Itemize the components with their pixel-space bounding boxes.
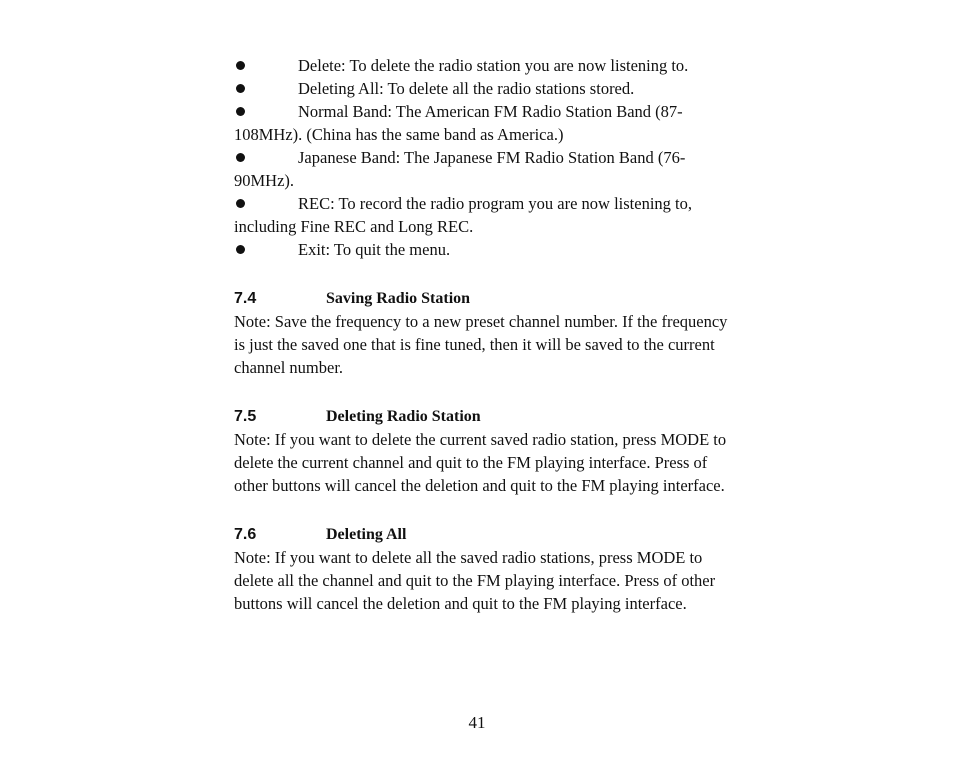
section-title: Deleting Radio Station <box>326 408 481 425</box>
list-item-text: Delete: To delete the radio station you are now listening to. <box>298 56 689 75</box>
list-item-deleting-all <box>234 77 734 100</box>
list-item-text: Exit: To quit the menu. <box>298 240 451 259</box>
section-title: Saving Radio Station <box>326 290 471 307</box>
list-item-japanese-band <box>234 146 734 192</box>
section-heading <box>234 520 734 546</box>
list-item-normal-band <box>234 100 734 146</box>
list-item-exit <box>234 238 734 261</box>
bullet-icon <box>236 153 245 162</box>
section-body: Note: If you want to delete the current saved radio station, press MODE to delete the current channel and quit to the FM playing interface. Press of other buttons will cancel the deletion and quit to the FM playing interface. <box>234 430 727 495</box>
page-number: 41 <box>468 713 486 732</box>
section-heading <box>234 284 734 310</box>
section-body: Note: If you want to delete all the saved radio stations, press MODE to delete all the channel and quit to the FM playing interface. Press of other buttons will cancel the deletion and quit to the FM playing interface. <box>234 548 716 613</box>
section-7-5 <box>234 402 734 497</box>
bullet-icon <box>236 245 245 254</box>
section-number: 7.4 <box>234 290 257 307</box>
bullet-icon <box>236 61 245 70</box>
section-title: Deleting All <box>326 526 407 543</box>
list-item-text: Normal Band: The American FM Radio Station Band (87-108MHz). (China has the same band as America.) <box>234 102 683 144</box>
section-7-6 <box>234 520 734 615</box>
section-number: 7.5 <box>234 408 257 425</box>
list-item-delete <box>234 54 734 77</box>
menu-options-list <box>234 54 734 261</box>
bullet-icon <box>236 84 245 93</box>
content-column <box>234 54 734 615</box>
section-body: Note: Save the frequency to a new preset channel number. If the frequency is just the saved one that is fine tuned, then it will be saved to the current channel number. <box>234 312 728 377</box>
bullet-icon <box>236 107 245 116</box>
section-heading <box>234 402 734 428</box>
bullet-icon <box>236 199 245 208</box>
section-7-4 <box>234 284 734 379</box>
list-item-text: Deleting All: To delete all the radio stations stored. <box>298 79 635 98</box>
list-item-text: Japanese Band: The Japanese FM Radio Station Band (76-90MHz). <box>234 148 686 190</box>
list-item-rec <box>234 192 734 238</box>
section-number: 7.6 <box>234 526 257 543</box>
list-item-text: REC: To record the radio program you are now listening to, including Fine REC and Long REC. <box>234 194 692 236</box>
